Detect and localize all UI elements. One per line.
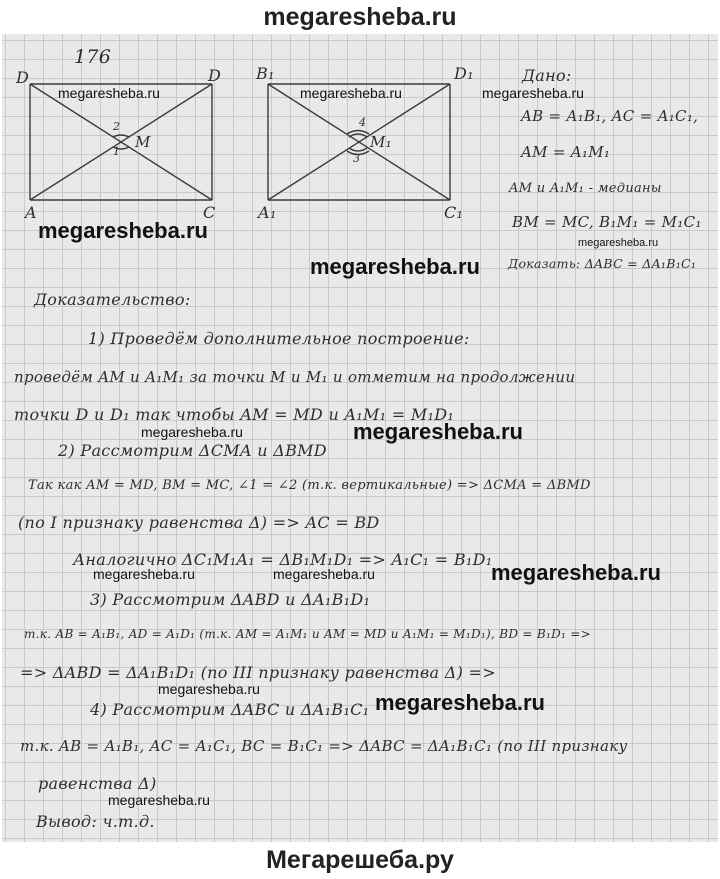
proof-line-1: 1) Проведём дополнительное построение: [88, 329, 470, 348]
site-title: megaresheba.ru [263, 3, 457, 31]
fig1-label-D-right: D [208, 66, 222, 85]
fig1-label-D-left: D [16, 68, 30, 87]
fig2-label-B1: B₁ [256, 64, 275, 83]
watermark: megaresheba.ru [38, 218, 208, 243]
footer-band [0, 842, 720, 879]
fig2-label-M1: M₁ [370, 133, 392, 151]
fig1-label-C: C [203, 203, 216, 222]
fig2-label-D1: D₁ [454, 64, 474, 83]
proof-line-5: Так как AM = MD, BM = MC, ∠1 = ∠2 (т.к. вертикальные) => ΔCMA = ΔBMD [28, 478, 591, 493]
problem-number: 176 [74, 46, 112, 68]
watermark: megaresheba.ru [93, 566, 195, 582]
given-title: Дано: [522, 66, 572, 85]
watermark: megaresheba.ru [482, 85, 584, 101]
fig1-angle-1: 1 [113, 145, 121, 158]
given-line-3: AM и A₁M₁ - медианы [509, 181, 662, 196]
proof-line-3: точки D и D₁ так чтобы AM = MD и A₁M₁ = M₁D₁ [14, 405, 455, 424]
fig2-angle-3: 3 [353, 152, 361, 165]
fig1-label-M: M [135, 133, 151, 151]
watermark: megaresheba.ru [108, 792, 210, 808]
watermark: megaresheba.ru [58, 85, 160, 101]
watermark: megaresheba.ru [491, 560, 661, 585]
figure-1-lines [30, 84, 212, 200]
given-line-2: AM = A₁M₁ [521, 143, 611, 161]
given-line-1: AB = A₁B₁, AC = A₁C₁, [521, 107, 699, 125]
proof-line-7: Аналогично ΔC₁M₁A₁ = ΔB₁M₁D₁ => A₁C₁ = B₁D₁ [73, 550, 493, 569]
proof-line-10: => ΔABD = ΔA₁B₁D₁ (по III признаку равенства Δ) => [20, 663, 496, 682]
fig1-label-A: A [25, 203, 37, 222]
proof-line-12: т.к. AB = A₁B₁, AC = A₁C₁, BC = B₁C₁ => ΔABC = ΔA₁B₁C₁ (по III признаку [20, 737, 628, 755]
footer-site-title: Мегарешеба.ру [266, 846, 454, 874]
watermark: megaresheba.ru [273, 566, 375, 582]
proof-line-9: т.к. AB = A₁B₁, AD = A₁D₁ (т.к. AM = A₁M₁ и AM = MD и A₁M₁ = M₁D₁), BD = B₁D₁ => [24, 627, 591, 641]
fig1-angle-2: 2 [113, 120, 121, 133]
fig2-label-C1: C₁ [444, 203, 464, 222]
fig2-angle-4: 4 [359, 116, 367, 129]
proof-line-11: 4) Рассмотрим ΔABC и ΔA₁B₁C₁ [90, 700, 370, 719]
given-line-4: BM = MC, B₁M₁ = M₁C₁ [512, 213, 702, 231]
proof-line-13: равенства Δ) [38, 774, 157, 793]
proof-conclusion: Вывод: ч.т.д. [36, 812, 155, 831]
given-prove: Доказать: ΔABC = ΔA₁B₁C₁ [508, 256, 697, 271]
figure-2-lines [268, 84, 450, 200]
watermark: megaresheba.ru [158, 681, 260, 697]
angle-arc-1 [113, 135, 129, 137]
watermark: megaresheba.ru [300, 85, 402, 101]
watermark: megaresheba.ru [141, 424, 243, 440]
angle-arc-4 [349, 148, 367, 151]
watermark: megaresheba.ru [353, 419, 523, 444]
watermark: megaresheba.ru [375, 690, 545, 715]
proof-line-2: проведём AM и A₁M₁ за точки M и M₁ и отметим на продолжении [14, 368, 576, 386]
proof-line-6: (по I признаку равенства Δ) => AC = BD [18, 513, 380, 532]
fig2-label-A1: A₁ [258, 203, 277, 222]
watermark: megaresheba.ru [310, 254, 480, 279]
proof-title: Доказательство: [34, 290, 191, 309]
watermark: megaresheba.ru [578, 237, 659, 249]
proof-line-8: 3) Рассмотрим ΔABD и ΔA₁B₁D₁ [90, 590, 371, 609]
proof-line-4: 2) Рассмотрим ΔCMA и ΔBMD [58, 441, 327, 460]
